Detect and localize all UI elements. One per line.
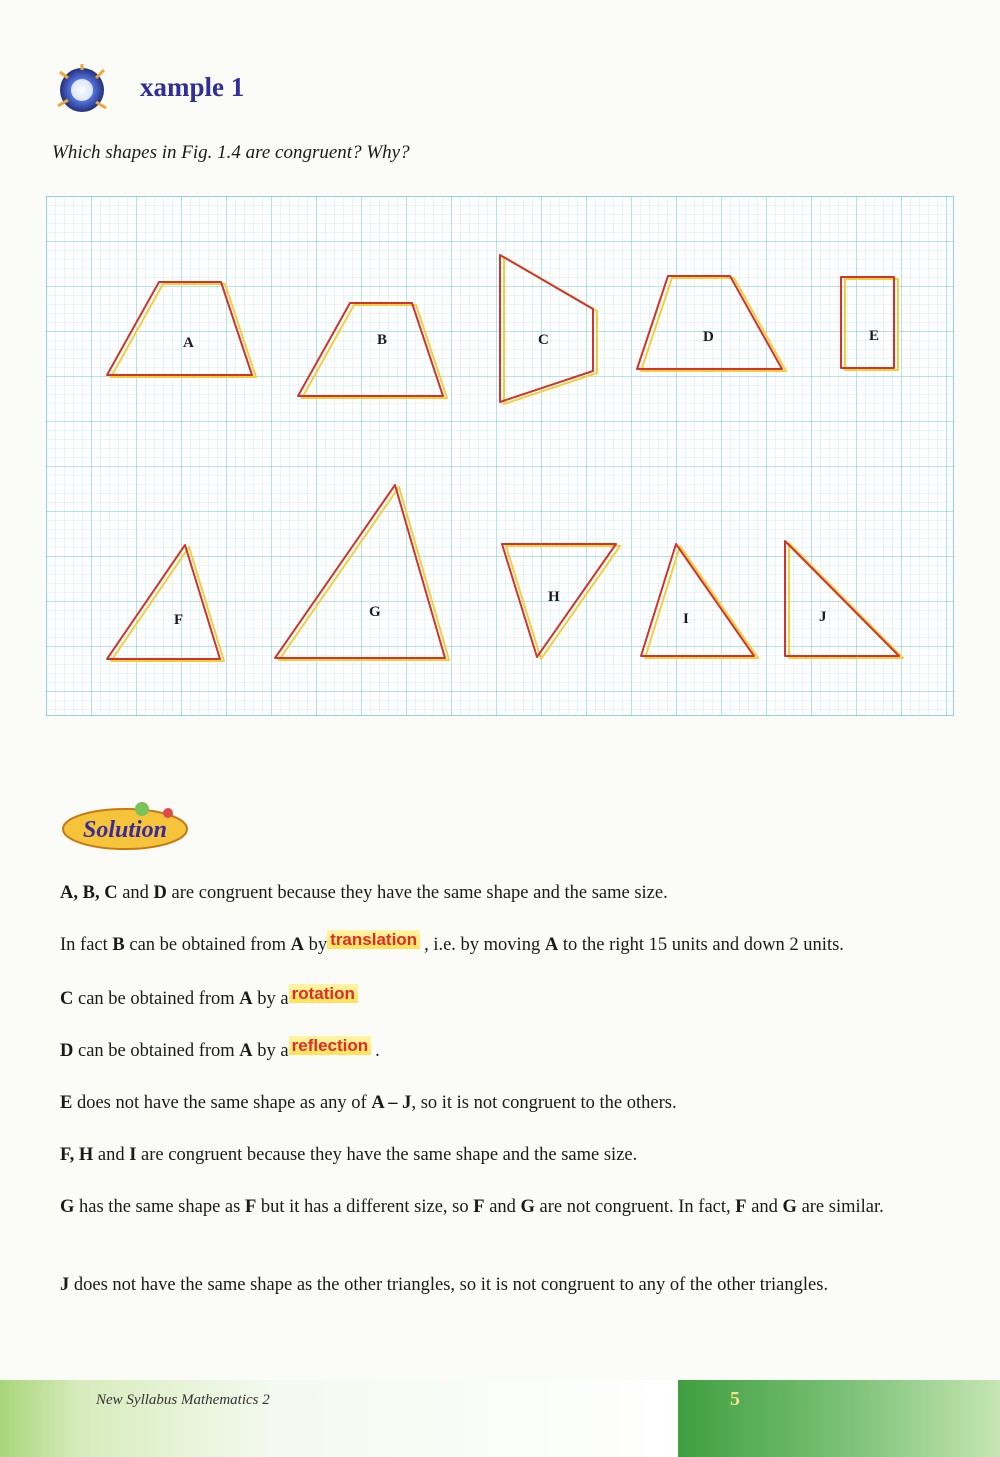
label-b: B [377, 332, 388, 348]
solution-line-2: In fact B can be obtained from A by translation , i.e. by moving A to the right 15 units and down 2 units. [60, 930, 844, 955]
label-h: H [548, 589, 560, 605]
label-a: A [183, 335, 194, 351]
figure-1-4 [46, 196, 954, 716]
solution-line-6: F, H and I are congruent because they have the same shape and the same size. [60, 1145, 638, 1165]
label-c: C [538, 332, 549, 348]
e-letter-logo-icon [54, 62, 110, 118]
solution-line-4: D can be obtained from A by a reflection . [60, 1036, 380, 1061]
solution-line-1: A, B, C and D are congruent because they have the same shape and the same size. [60, 883, 668, 903]
page-number: 5 [730, 1388, 740, 1410]
solution-line-7: G has the same shape as F but it has a different size, so F and G are not congruent. In fact, F and G are similar. [60, 1197, 884, 1217]
grid-figure [46, 196, 954, 716]
example-title: xample 1 [140, 72, 245, 102]
footer-left-band [0, 1380, 678, 1457]
footer-right-band [678, 1380, 1000, 1457]
solution-line-5: E does not have the same shape as any of A – J, so it is not congruent to the others. [60, 1093, 677, 1113]
highlight-reflection: reflection [289, 1036, 372, 1055]
solution-line-8: J does not have the same shape as the other triangles, so it is not congruent to any of the other triangles. [60, 1275, 829, 1295]
question-text: Which shapes in Fig. 1.4 are congruent? Why? [52, 142, 410, 163]
label-e: E [869, 328, 880, 344]
svg-text:Solution: Solution [82, 817, 168, 843]
book-title: New Syllabus Mathematics 2 [96, 1392, 270, 1408]
label-d: D [703, 329, 714, 345]
label-g: G [369, 604, 381, 620]
label-j: J [819, 609, 827, 625]
page-footer [0, 1380, 1000, 1457]
highlight-rotation: rotation [289, 984, 358, 1003]
solution-logo-icon [60, 795, 190, 853]
solution-line-3: C can be obtained from A by a rotation [60, 986, 970, 1012]
label-i: I [683, 611, 689, 627]
label-f: F [174, 612, 184, 628]
highlight-translation: translation [327, 930, 420, 949]
